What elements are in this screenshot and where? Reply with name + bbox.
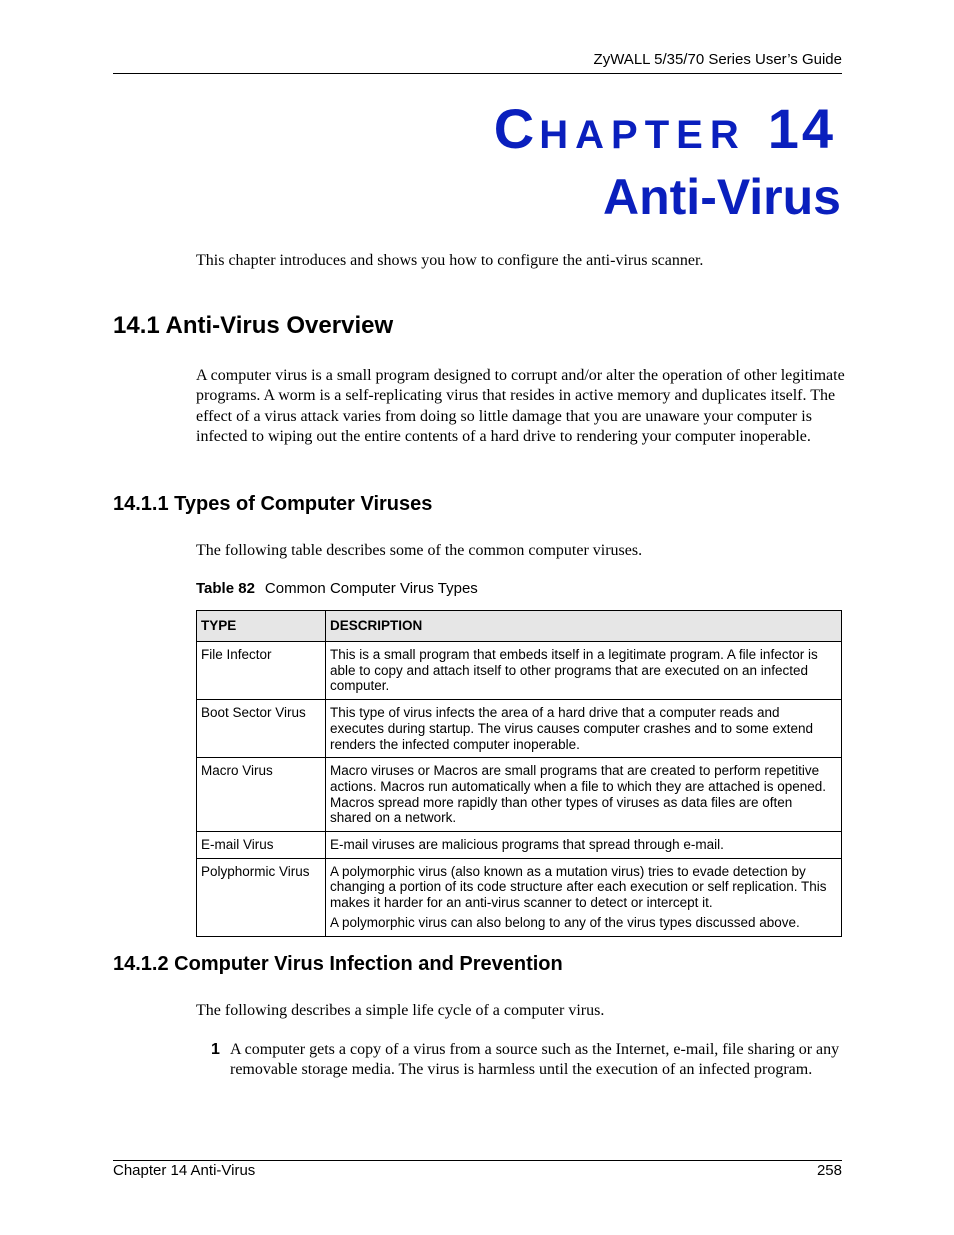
description-text: A polymorphic virus (also known as a mutation virus) tries to evade detection by changing a portion of its code structure after each execution or self replication. This makes it harder for an anti-virus scanner to detect or intercept it. [330,863,827,911]
types-paragraph: The following table describes some of the common computer viruses. [196,542,643,559]
chapter-title: Anti-Virus [603,169,841,225]
footer-chapter: Chapter 14 Anti-Virus [113,1162,256,1179]
virus-type-cell: Macro Virus [197,758,326,832]
list-item [211,1040,846,1081]
running-header: ZyWALL 5/35/70 Series User’s Guide [593,51,842,68]
header-description: DESCRIPTION [326,611,842,642]
step-number: 1 [211,1041,220,1058]
chapter-label-initial: C [493,97,540,160]
virus-description-cell [326,642,842,700]
virus-type-cell: E-mail Virus [197,832,326,859]
table-row [197,832,842,859]
table-row [197,700,842,758]
virus-description-cell [326,858,842,936]
description-text: This is a small program that embeds itself in a legitimate program. A file infector is able to copy and attach itself to other programs that are executed on an infected computer. [330,647,818,694]
page-number: 258 [816,1162,842,1179]
description-text: E-mail viruses are malicious programs that spread through e-mail. [330,837,724,853]
table-row [197,858,842,936]
virus-types-table [196,610,842,937]
description-text: This type of virus infects the area of a hard drive that a computer reads and executes during startup. The virus causes computer crashes and to some extend renders the infected computer inoperable. [330,705,814,752]
virus-type-cell: File Infector [197,642,326,700]
section-heading-overview: 14.1 Anti-Virus Overview [113,312,394,339]
description-text: A polymorphic virus can also belong to any of the virus types discussed above. [330,914,800,930]
overview-paragraph: A computer virus is a small program designed to corrupt and/or alter the operation of other legitimate programs. A worm is a self-replicating virus that resides in active memory and duplicates itself. The effect of a virus attack varies from doing so little damage that you are unaware your computer is infected to wiping out the entire contents of a hard drive to rendering your computer inoperable. [196,367,845,446]
virus-type-cell: Polyphormic Virus [197,858,326,936]
infection-paragraph: The following describes a simple life cycle of a computer virus. [196,1002,605,1019]
header-rule [113,73,842,74]
virus-description-cell [326,700,842,758]
table-row [197,758,842,832]
section-heading-infection: 14.1.2 Computer Virus Infection and Prevention [113,953,563,975]
description-text: Macro viruses or Macros are small programs that are created to perform repetitive actions. Macros run automatically when a file to which they are attached is opened. Macros spread more rapidly than other types of viruses as data files are often shared on a network. [330,763,827,826]
chapter-label [494,96,836,161]
virus-description-cell [326,758,842,832]
chapter-intro: This chapter introduces and shows you how to configure the anti-virus scanner. [196,252,704,269]
section-heading-types: 14.1.1 Types of Computer Viruses [113,493,433,515]
chapter-number: 14 [767,97,836,160]
footer-rule [113,1160,842,1161]
table-row [197,642,842,700]
table-caption-label: Table 82 [196,580,255,597]
step-text: A computer gets a copy of a virus from a source such as the Internet, e-mail, file sharing or any removable storage media. The virus is harmless until the execution of an infected program. [230,1041,840,1079]
virus-description-cell [326,832,842,859]
table-caption [196,580,478,597]
table-caption-text: Common Computer Virus Types [264,580,478,597]
chapter-label-rest: HAPTER [539,113,746,157]
table-header-row [197,611,842,642]
virus-type-cell: Boot Sector Virus [197,700,326,758]
header-type: TYPE [197,611,326,642]
